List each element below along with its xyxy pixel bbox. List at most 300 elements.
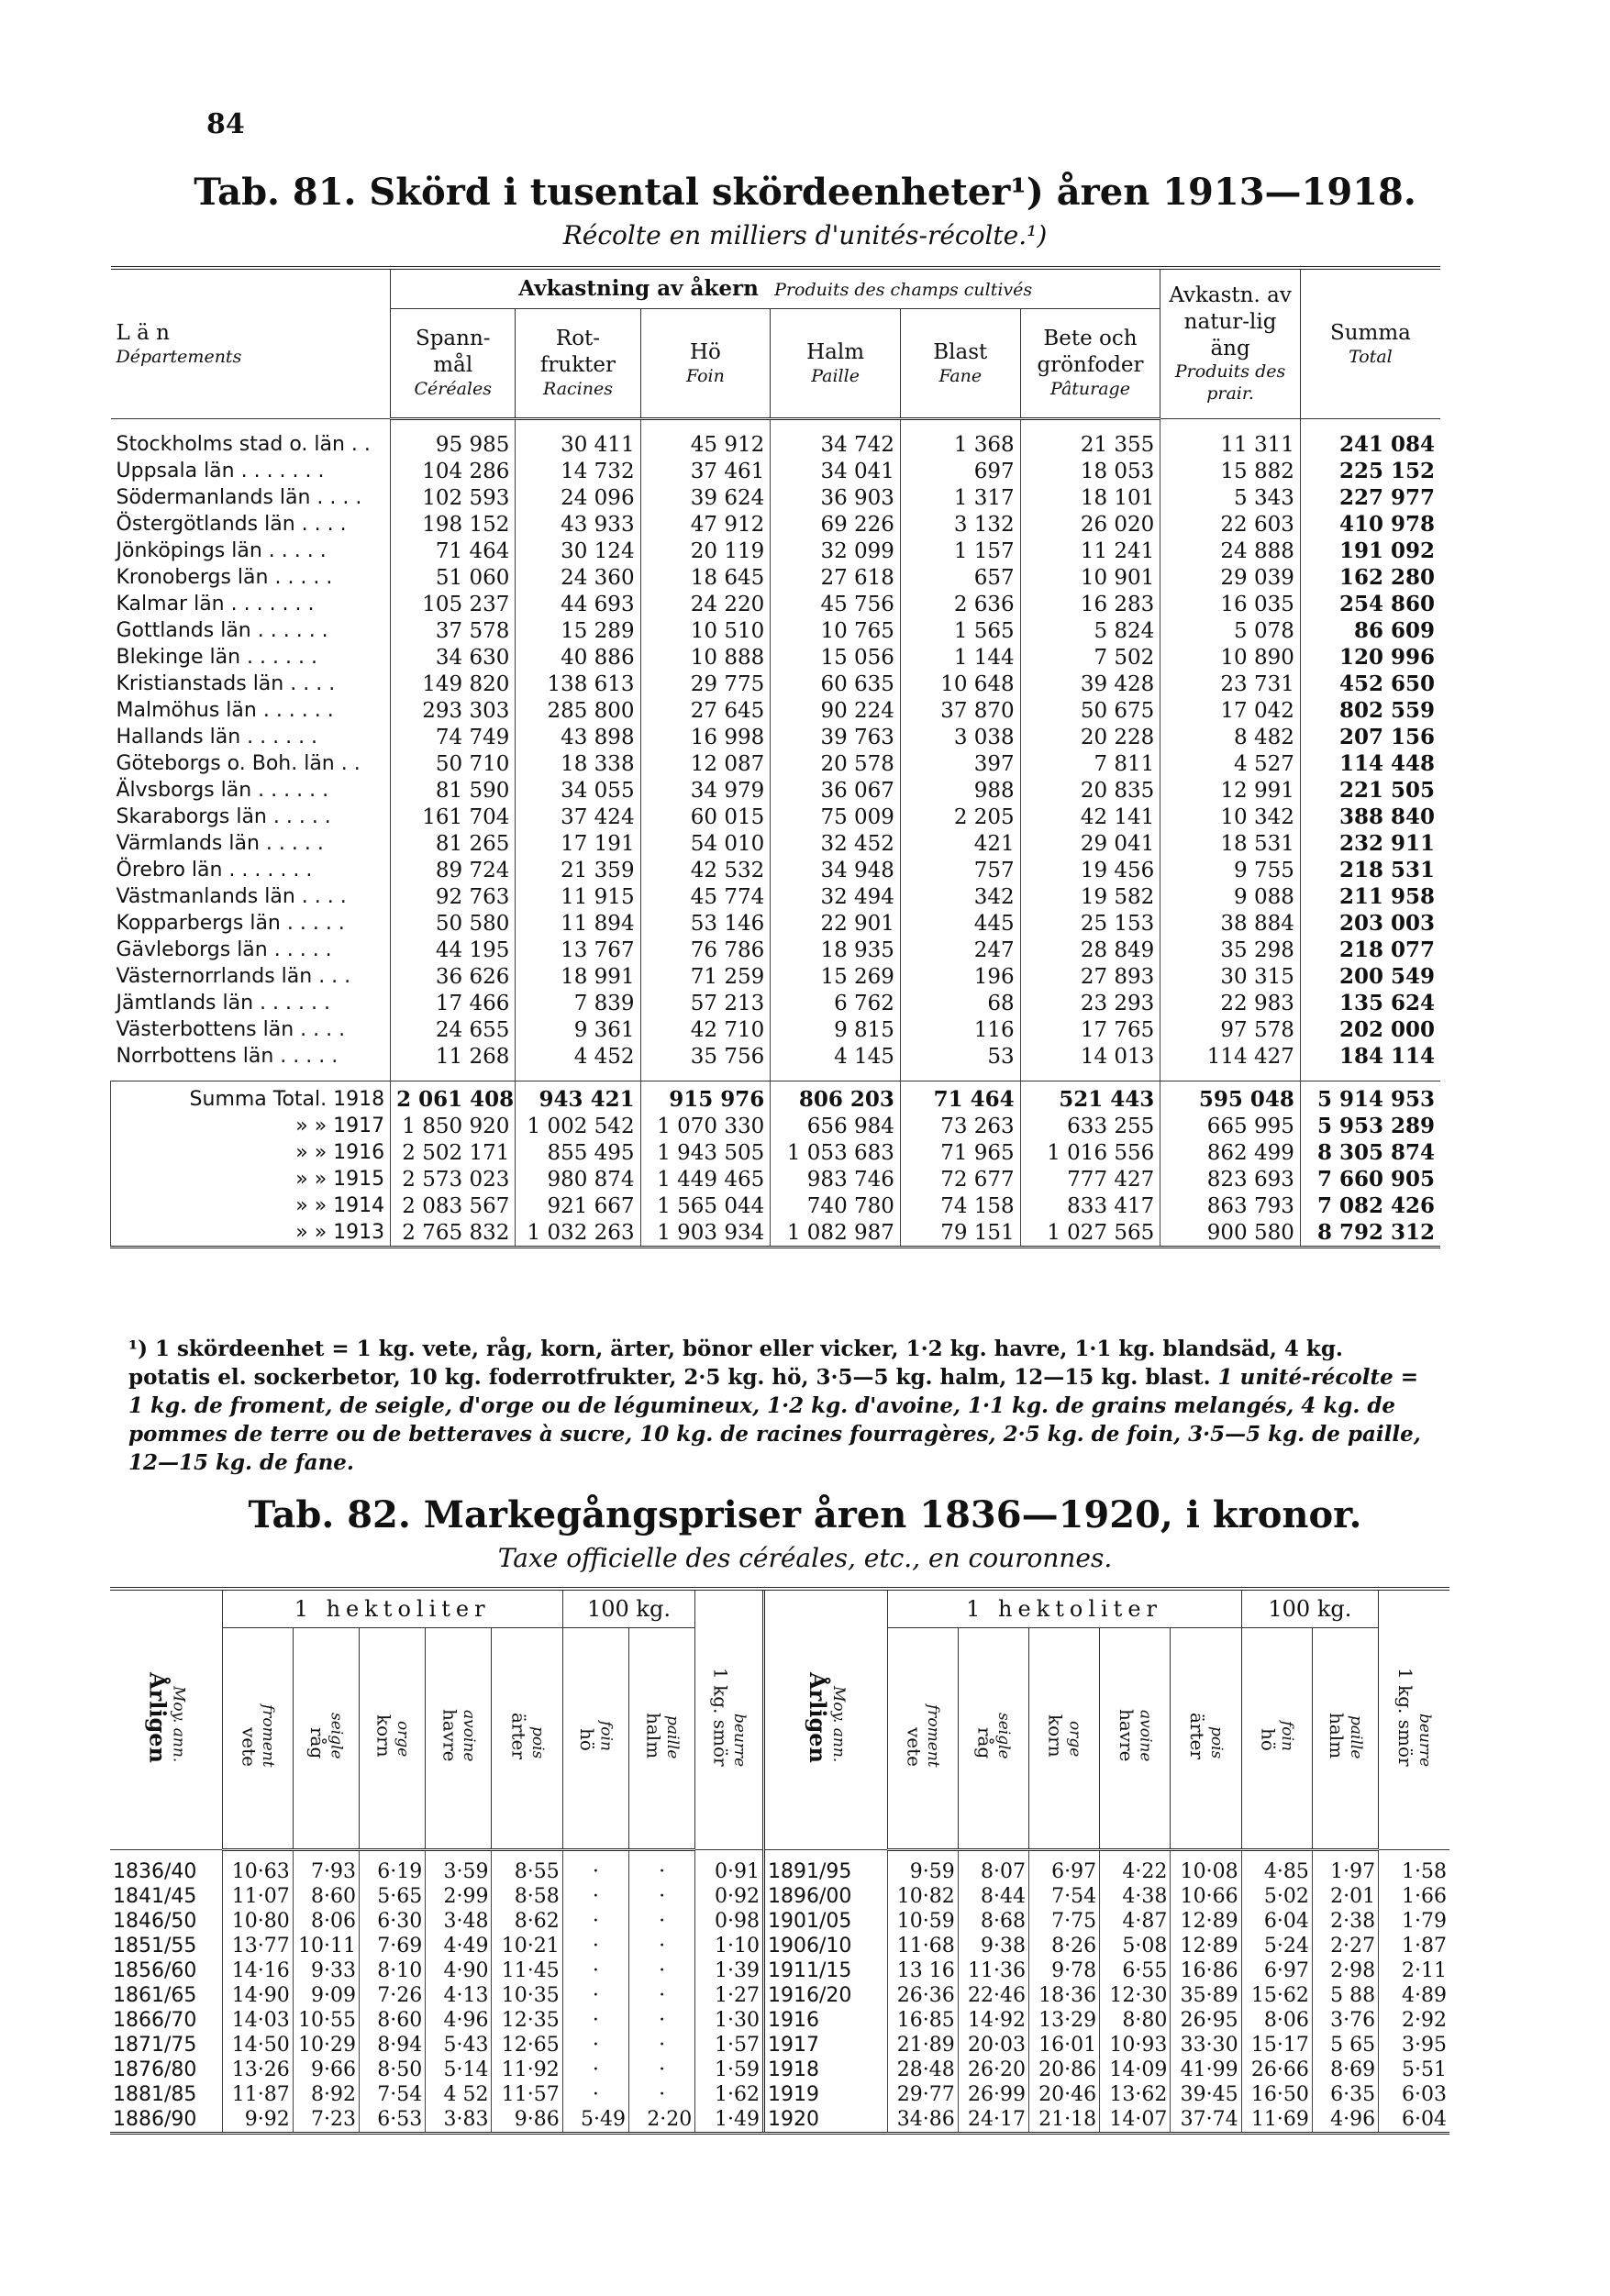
cell-vete-right: 10·59 <box>887 1909 958 1934</box>
table81-row <box>111 857 1441 883</box>
lan-name: Stockholms stad o. län . . <box>116 433 371 456</box>
table82-subtitle: Taxe officielle des céréales, etc., en couronnes. <box>497 1543 1113 1573</box>
cell-havre-left: 2·99 <box>426 1884 492 1909</box>
lan-name: Gottlands län . . . . . . <box>116 619 328 642</box>
cell-halm: 32 452 <box>771 830 901 857</box>
cell-period-left: 1836/40 <box>113 1859 197 1883</box>
cell-summa: 135 624 <box>1300 990 1440 1016</box>
cell-korn-right: 7·54 <box>1028 1884 1099 1909</box>
cell-rag-right: 22·46 <box>958 1983 1028 2008</box>
cell-naturlig-ang: 17 042 <box>1160 697 1301 724</box>
cell-rag-left: 9·66 <box>293 2058 359 2082</box>
cell-korn-left: 6·19 <box>360 1850 426 1885</box>
table81-row <box>111 564 1441 591</box>
cell-smor-left: 1·49 <box>695 2107 764 2134</box>
cell-summa: 241 084 <box>1300 431 1440 458</box>
total-cell-blast: 72 677 <box>900 1166 1020 1192</box>
cell-summa: 225 152 <box>1300 458 1440 484</box>
cell-arter-left: 12·35 <box>492 2008 562 2033</box>
cell-naturlig-ang: 22 603 <box>1160 511 1301 538</box>
cell-halm-right: 3·76 <box>1312 2008 1378 2033</box>
table82-row <box>110 2082 1449 2107</box>
cell-halm-right: 2·38 <box>1312 1909 1378 1934</box>
cell-bete: 19 456 <box>1020 857 1160 883</box>
header-rag-left: rågseigle <box>293 1628 359 1850</box>
cell-ho-left: · <box>562 1909 628 1934</box>
cell-korn-right: 21·18 <box>1028 2107 1099 2134</box>
cell-blast: 10 648 <box>900 671 1020 697</box>
cell-bete: 39 428 <box>1020 671 1160 697</box>
cell-bete: 50 675 <box>1020 697 1160 724</box>
header-smor-left: 1 kg. smörbeurre <box>695 1589 764 1850</box>
cell-smor-right: 2·11 <box>1379 1958 1449 1983</box>
cell-smor-left: 1·39 <box>695 1958 764 1983</box>
cell-summa: 191 092 <box>1300 538 1440 564</box>
cell-bete: 29 041 <box>1020 830 1160 857</box>
cell-smor-right: 6·03 <box>1379 2082 1449 2107</box>
header-halm-left: halmpaille <box>628 1628 694 1850</box>
header-ho: Hö Foin <box>640 309 771 419</box>
lan-name: Kronobergs län . . . . . <box>116 566 333 589</box>
table82-row <box>110 1983 1449 2008</box>
cell-halm: 34 041 <box>771 458 901 484</box>
cell-summa: 410 978 <box>1300 511 1440 538</box>
cell-spannmal: 37 578 <box>391 617 516 644</box>
cell-ho: 76 786 <box>640 937 771 963</box>
cell-summa: 218 531 <box>1300 857 1440 883</box>
table82-row <box>110 1909 1449 1934</box>
total-cell-blast: 79 151 <box>900 1219 1020 1248</box>
cell-havre-right: 5·08 <box>1100 1934 1171 1958</box>
cell-rotfrukter: 24 096 <box>516 484 640 511</box>
cell-korn-left: 5·65 <box>360 1884 426 1909</box>
table81-row <box>111 963 1441 990</box>
cell-ho: 35 756 <box>640 1043 771 1070</box>
cell-rotfrukter: 14 732 <box>516 458 640 484</box>
cell-arter-right: 10·08 <box>1171 1850 1241 1885</box>
cell-rag-right: 26·99 <box>958 2082 1028 2107</box>
footnote-french: 1 unité-récolte = 1 kg. de froment, de seigle, d'orge ou de légumineux, 1·2 kg. d'avoine, 1·1 kg. de grains melangés, 4 kg. de pommes de terre ou de betteraves à sucre, 10 kg. de racines fourragères, 2·5 kg. de foin, 3·5—5 kg. de paille, 12—15 kg. de fane. <box>128 1365 1421 1475</box>
total-cell-blast: 73 263 <box>900 1113 1020 1139</box>
cell-period-right: 1911/15 <box>763 1958 887 1983</box>
cell-ho-right: 4·85 <box>1241 1850 1312 1885</box>
cell-havre-right: 4·22 <box>1100 1850 1171 1885</box>
total-cell-ho: 1 449 465 <box>640 1166 771 1192</box>
cell-ho-right: 16·50 <box>1241 2082 1312 2107</box>
cell-spannmal: 149 820 <box>391 671 516 697</box>
total-cell-ho: 1 070 330 <box>640 1113 771 1139</box>
cell-summa: 452 650 <box>1300 671 1440 697</box>
cell-spannmal: 105 237 <box>391 591 516 617</box>
cell-rag-left: 8·92 <box>293 2082 359 2107</box>
table81-row <box>111 458 1441 484</box>
cell-spannmal: 92 763 <box>391 883 516 910</box>
total-cell-summa: 5 914 953 <box>1300 1081 1440 1114</box>
cell-summa: 114 448 <box>1300 750 1440 777</box>
lan-name: Västernorrlands län . . . <box>116 965 351 988</box>
total-cell-bete: 521 443 <box>1020 1081 1160 1114</box>
page-number: 84 <box>206 108 245 140</box>
cell-vete-left: 14·90 <box>222 1983 293 2008</box>
table81-row <box>111 591 1441 617</box>
cell-period-right: 1896/00 <box>763 1884 887 1909</box>
cell-naturlig-ang: 30 315 <box>1160 963 1301 990</box>
cell-halm: 36 903 <box>771 484 901 511</box>
header-arter-right: ärterpois <box>1171 1628 1241 1850</box>
cell-bete: 42 141 <box>1020 804 1160 830</box>
cell-ho: 45 912 <box>640 431 771 458</box>
lan-name: Östergötlands län . . . . <box>116 513 347 536</box>
table81-row <box>111 1043 1441 1070</box>
total-cell-rotfrukter: 921 667 <box>516 1192 640 1219</box>
cell-naturlig-ang: 12 991 <box>1160 777 1301 804</box>
cell-ho: 42 710 <box>640 1016 771 1043</box>
cell-period-right: 1891/95 <box>763 1850 887 1885</box>
footnote-swedish: ¹) 1 skördeenhet = 1 kg. vete, råg, korn, ärter, bönor eller vicker, 1·2 kg. havre, 1·1 kg. blandsäd, 4 kg. potatis el. sockerbetor, 10 kg. foderrotfrukter, 2·5 kg. hö, 3·5—5 kg. halm, 12—15 kg. blast. <box>128 1337 1343 1390</box>
header-bete: Bete och grönfoder Pâturage <box>1020 309 1160 419</box>
cell-smor-left: 1·59 <box>695 2058 764 2082</box>
cell-halm-left: · <box>628 2058 694 2082</box>
cell-korn-right: 7·75 <box>1028 1909 1099 1934</box>
cell-korn-right: 9·78 <box>1028 1958 1099 1983</box>
cell-vete-left: 14·16 <box>222 1958 293 1983</box>
cell-bete: 18 101 <box>1020 484 1160 511</box>
cell-spannmal: 50 710 <box>391 750 516 777</box>
cell-rotfrukter: 43 933 <box>516 511 640 538</box>
total-cell-halm: 1 082 987 <box>771 1219 901 1248</box>
cell-blast: 53 <box>900 1043 1020 1070</box>
cell-spannmal: 161 704 <box>391 804 516 830</box>
cell-ho-left: · <box>562 2082 628 2107</box>
cell-bete: 20 228 <box>1020 724 1160 750</box>
cell-havre-left: 5·14 <box>426 2058 492 2082</box>
cell-halm: 45 756 <box>771 591 901 617</box>
cell-halm: 20 578 <box>771 750 901 777</box>
cell-havre-right: 12·30 <box>1100 1983 1171 2008</box>
table81-row <box>111 697 1441 724</box>
cell-period-right: 1901/05 <box>763 1909 887 1934</box>
cell-halm-left: · <box>628 2033 694 2058</box>
cell-halm: 9 815 <box>771 1016 901 1043</box>
cell-rag-right: 9·38 <box>958 1934 1028 1958</box>
cell-halm: 69 226 <box>771 511 901 538</box>
table81-row <box>111 937 1441 963</box>
cell-rag-right: 8·68 <box>958 1909 1028 1934</box>
header-hektoliter-left: 1 hektoliter <box>222 1589 562 1628</box>
cell-halm-right: 2·01 <box>1312 1884 1378 1909</box>
cell-vete-right: 21·89 <box>887 2033 958 2058</box>
cell-spannmal: 24 655 <box>391 1016 516 1043</box>
header-korn-right: kornorge <box>1028 1628 1099 1850</box>
cell-arter-left: 12·65 <box>492 2033 562 2058</box>
cell-naturlig-ang: 9 088 <box>1160 883 1301 910</box>
total-cell-halm: 740 780 <box>771 1192 901 1219</box>
header-avkastning: Avkastning av åkern Produits des champs cultivés <box>391 268 1160 309</box>
header-blast: Blast Fane <box>900 309 1020 419</box>
cell-rotfrukter: 34 055 <box>516 777 640 804</box>
table82-row <box>110 1884 1449 1909</box>
cell-korn-right: 20·86 <box>1028 2058 1099 2082</box>
cell-bete: 26 020 <box>1020 511 1160 538</box>
cell-ho: 29 775 <box>640 671 771 697</box>
cell-ho: 57 213 <box>640 990 771 1016</box>
cell-arter-left: 8·58 <box>492 1884 562 1909</box>
total-cell-summa: 7 660 905 <box>1300 1166 1440 1192</box>
cell-period-right: 1906/10 <box>763 1934 887 1958</box>
cell-spannmal: 198 152 <box>391 511 516 538</box>
cell-spannmal: 81 265 <box>391 830 516 857</box>
cell-naturlig-ang: 15 882 <box>1160 458 1301 484</box>
cell-rag-left: 9·09 <box>293 1983 359 2008</box>
cell-smor-left: 1·27 <box>695 1983 764 2008</box>
table81-row <box>111 830 1441 857</box>
total-cell-halm: 1 053 683 <box>771 1139 901 1166</box>
lan-name: Kopparbergs län . . . . . <box>116 912 345 935</box>
total-cell-rotfrukter: 980 874 <box>516 1166 640 1192</box>
cell-halm-left: · <box>628 2082 694 2107</box>
cell-rotfrukter: 9 361 <box>516 1016 640 1043</box>
cell-blast: 116 <box>900 1016 1020 1043</box>
total-cell-spannmal: 1 850 920 <box>391 1113 516 1139</box>
cell-korn-left: 6·30 <box>360 1909 426 1934</box>
header-avkastn-naturlig: Avkastn. av natur-lig äng Produits des prair. <box>1160 268 1301 419</box>
table81-total-row <box>111 1139 1441 1166</box>
cell-ho: 27 645 <box>640 697 771 724</box>
cell-vete-right: 11·68 <box>887 1934 958 1958</box>
cell-halm-left: 2·20 <box>628 2107 694 2134</box>
cell-period-left: 1861/65 <box>113 1984 197 2007</box>
cell-arter-left: 10·21 <box>492 1934 562 1958</box>
cell-rotfrukter: 44 693 <box>516 591 640 617</box>
table82-row <box>110 2058 1449 2082</box>
table81-totals <box>111 1081 1441 1248</box>
cell-rag-left: 10·11 <box>293 1934 359 1958</box>
header-vete-left: vetefroment <box>222 1628 293 1850</box>
cell-bete: 10 901 <box>1020 564 1160 591</box>
cell-ho-right: 8·06 <box>1241 2008 1312 2033</box>
cell-havre-left: 3·83 <box>426 2107 492 2134</box>
cell-vete-left: 13·77 <box>222 1934 293 1958</box>
cell-spannmal: 36 626 <box>391 963 516 990</box>
cell-naturlig-ang: 4 527 <box>1160 750 1301 777</box>
cell-ho-left: 5·49 <box>562 2107 628 2134</box>
cell-rag-right: 8·44 <box>958 1884 1028 1909</box>
cell-vete-left: 10·63 <box>222 1850 293 1885</box>
total-cell-summa: 8 792 312 <box>1300 1219 1440 1248</box>
cell-smor-right: 1·79 <box>1379 1909 1449 1934</box>
cell-naturlig-ang: 8 482 <box>1160 724 1301 750</box>
header-smor-right: 1 kg. smörbeurre <box>1379 1589 1449 1850</box>
cell-rag-right: 26·20 <box>958 2058 1028 2082</box>
cell-halm-right: 2·27 <box>1312 1934 1378 1958</box>
cell-arter-left: 11·92 <box>492 2058 562 2082</box>
lan-name: Kalmar län . . . . . . . <box>116 593 315 616</box>
cell-rotfrukter: 11 915 <box>516 883 640 910</box>
cell-rag-right: 8·07 <box>958 1850 1028 1885</box>
cell-rag-right: 24·17 <box>958 2107 1028 2134</box>
cell-halm-right: 1·97 <box>1312 1850 1378 1885</box>
cell-halm-right: 2·98 <box>1312 1958 1378 1983</box>
cell-arter-left: 8·62 <box>492 1909 562 1934</box>
cell-ho-left: · <box>562 1983 628 2008</box>
cell-naturlig-ang: 18 531 <box>1160 830 1301 857</box>
cell-spannmal: 51 060 <box>391 564 516 591</box>
cell-rotfrukter: 18 338 <box>516 750 640 777</box>
cell-smor-right: 4·89 <box>1379 1983 1449 2008</box>
cell-smor-right: 2·92 <box>1379 2008 1449 2033</box>
cell-summa: 203 003 <box>1300 910 1440 937</box>
cell-blast: 3 132 <box>900 511 1020 538</box>
header-lan: L ä n Départements <box>111 268 391 419</box>
cell-rag-left: 8·60 <box>293 1884 359 1909</box>
cell-naturlig-ang: 10 342 <box>1160 804 1301 830</box>
cell-spannmal: 89 724 <box>391 857 516 883</box>
cell-havre-right: 4·38 <box>1100 1884 1171 1909</box>
table81-total-row <box>111 1113 1441 1139</box>
cell-halm: 36 067 <box>771 777 901 804</box>
cell-naturlig-ang: 5 078 <box>1160 617 1301 644</box>
cell-blast: 68 <box>900 990 1020 1016</box>
cell-bete: 11 241 <box>1020 538 1160 564</box>
table81-row <box>111 750 1441 777</box>
cell-blast: 421 <box>900 830 1020 857</box>
total-cell-ho: 1 903 934 <box>640 1219 771 1248</box>
cell-halm: 34 948 <box>771 857 901 883</box>
cell-havre-right: 14·09 <box>1100 2058 1171 2082</box>
cell-summa: 86 609 <box>1300 617 1440 644</box>
cell-korn-left: 8·94 <box>360 2033 426 2058</box>
cell-blast: 2 636 <box>900 591 1020 617</box>
cell-blast: 657 <box>900 564 1020 591</box>
cell-rotfrukter: 11 894 <box>516 910 640 937</box>
cell-blast: 757 <box>900 857 1020 883</box>
table81-row <box>111 804 1441 830</box>
header-arter-left: ärterpois <box>492 1628 562 1850</box>
cell-blast: 1 157 <box>900 538 1020 564</box>
cell-ho-right: 15·62 <box>1241 1983 1312 2008</box>
cell-rotfrukter: 37 424 <box>516 804 640 830</box>
total-cell-ho: 1 565 044 <box>640 1192 771 1219</box>
cell-period-right: 1917 <box>763 2033 887 2058</box>
cell-korn-left: 6·53 <box>360 2107 426 2134</box>
cell-summa: 120 996 <box>1300 644 1440 671</box>
table81-row <box>111 671 1441 697</box>
cell-rag-left: 9·33 <box>293 1958 359 1983</box>
cell-spannmal: 50 580 <box>391 910 516 937</box>
cell-spannmal: 102 593 <box>391 484 516 511</box>
total-label: » » 1914 <box>111 1192 391 1219</box>
cell-ho: 54 010 <box>640 830 771 857</box>
cell-naturlig-ang: 35 298 <box>1160 937 1301 963</box>
cell-halm: 10 765 <box>771 617 901 644</box>
cell-vete-right: 34·86 <box>887 2107 958 2134</box>
total-cell-bete: 777 427 <box>1020 1166 1160 1192</box>
cell-summa: 184 114 <box>1300 1043 1440 1070</box>
cell-halm: 60 635 <box>771 671 901 697</box>
cell-halm: 15 269 <box>771 963 901 990</box>
total-cell-summa: 7 082 426 <box>1300 1192 1440 1219</box>
cell-naturlig-ang: 24 888 <box>1160 538 1301 564</box>
cell-ho-right: 6·97 <box>1241 1958 1312 1983</box>
table82 <box>110 1587 1449 2135</box>
cell-halm: 34 742 <box>771 431 901 458</box>
total-label: Summa Total. 1918 <box>111 1081 391 1114</box>
lan-name: Göteborgs o. Boh. län . . <box>116 752 361 775</box>
table81-row <box>111 910 1441 937</box>
cell-arter-right: 37·74 <box>1171 2107 1241 2134</box>
header-hektoliter-right: 1 hektoliter <box>887 1589 1241 1628</box>
header-100kg-left: 100 kg. <box>562 1589 695 1628</box>
cell-smor-right: 5·51 <box>1379 2058 1449 2082</box>
cell-korn-right: 16·01 <box>1028 2033 1099 2058</box>
cell-rotfrukter: 24 360 <box>516 564 640 591</box>
lan-name: Malmöhus län . . . . . . <box>116 699 334 722</box>
cell-halm-right: 6·35 <box>1312 2082 1378 2107</box>
total-cell-halm: 983 746 <box>771 1166 901 1192</box>
cell-spannmal: 71 464 <box>391 538 516 564</box>
cell-vete-right: 26·36 <box>887 1983 958 2008</box>
cell-halm: 22 901 <box>771 910 901 937</box>
lan-name: Västerbottens län . . . . <box>116 1018 346 1041</box>
cell-summa: 254 860 <box>1300 591 1440 617</box>
cell-spannmal: 95 985 <box>391 431 516 458</box>
cell-period-left: 1856/60 <box>113 1959 197 1982</box>
table82-row <box>110 1934 1449 1958</box>
cell-rotfrukter: 4 452 <box>516 1043 640 1070</box>
cell-bete: 7 811 <box>1020 750 1160 777</box>
cell-ho-right: 5·02 <box>1241 1884 1312 1909</box>
cell-smor-left: 1·10 <box>695 1934 764 1958</box>
table82-title: Tab. 82. Markegångspriser åren 1836—1920, i kronor. <box>248 1493 1362 1536</box>
cell-arter-right: 33·30 <box>1171 2033 1241 2058</box>
cell-rotfrukter: 17 191 <box>516 830 640 857</box>
cell-halm-left: · <box>628 1884 694 1909</box>
cell-halm: 6 762 <box>771 990 901 1016</box>
header-havre-right: havreavoine <box>1100 1628 1171 1850</box>
cell-vete-right: 9·59 <box>887 1850 958 1885</box>
lan-name: Jönköpings län . . . . . <box>116 539 327 562</box>
header-rag-right: rågseigle <box>958 1628 1028 1850</box>
cell-smor-left: 1·62 <box>695 2082 764 2107</box>
cell-arter-right: 39·45 <box>1171 2082 1241 2107</box>
cell-rag-right: 14·92 <box>958 2008 1028 2033</box>
table81-title: Tab. 81. Skörd i tusental skördeenheter¹) åren 1913—1918. <box>194 171 1416 214</box>
cell-korn-left: 7·69 <box>360 1934 426 1958</box>
cell-halm-left: · <box>628 1958 694 1983</box>
cell-ho-left: · <box>562 1958 628 1983</box>
header-100kg-right: 100 kg. <box>1241 1589 1378 1628</box>
cell-naturlig-ang: 29 039 <box>1160 564 1301 591</box>
cell-ho-right: 6·04 <box>1241 1909 1312 1934</box>
total-cell-spannmal: 2 083 567 <box>391 1192 516 1219</box>
table82-row <box>110 1958 1449 1983</box>
cell-vete-right: 10·82 <box>887 1884 958 1909</box>
cell-halm: 27 618 <box>771 564 901 591</box>
cell-havre-right: 14·07 <box>1100 2107 1171 2134</box>
cell-blast: 397 <box>900 750 1020 777</box>
total-cell-spannmal: 2 573 023 <box>391 1166 516 1192</box>
cell-ho: 20 119 <box>640 538 771 564</box>
cell-smor-right: 1·66 <box>1379 1884 1449 1909</box>
cell-rotfrukter: 15 289 <box>516 617 640 644</box>
total-label: » » 1915 <box>111 1166 391 1192</box>
cell-blast: 1 317 <box>900 484 1020 511</box>
cell-period-right: 1918 <box>763 2058 887 2082</box>
header-rotfrukter: Rot-frukter Racines <box>516 309 640 419</box>
total-cell-summa: 8 305 874 <box>1300 1139 1440 1166</box>
cell-bete: 17 765 <box>1020 1016 1160 1043</box>
cell-bete: 16 283 <box>1020 591 1160 617</box>
